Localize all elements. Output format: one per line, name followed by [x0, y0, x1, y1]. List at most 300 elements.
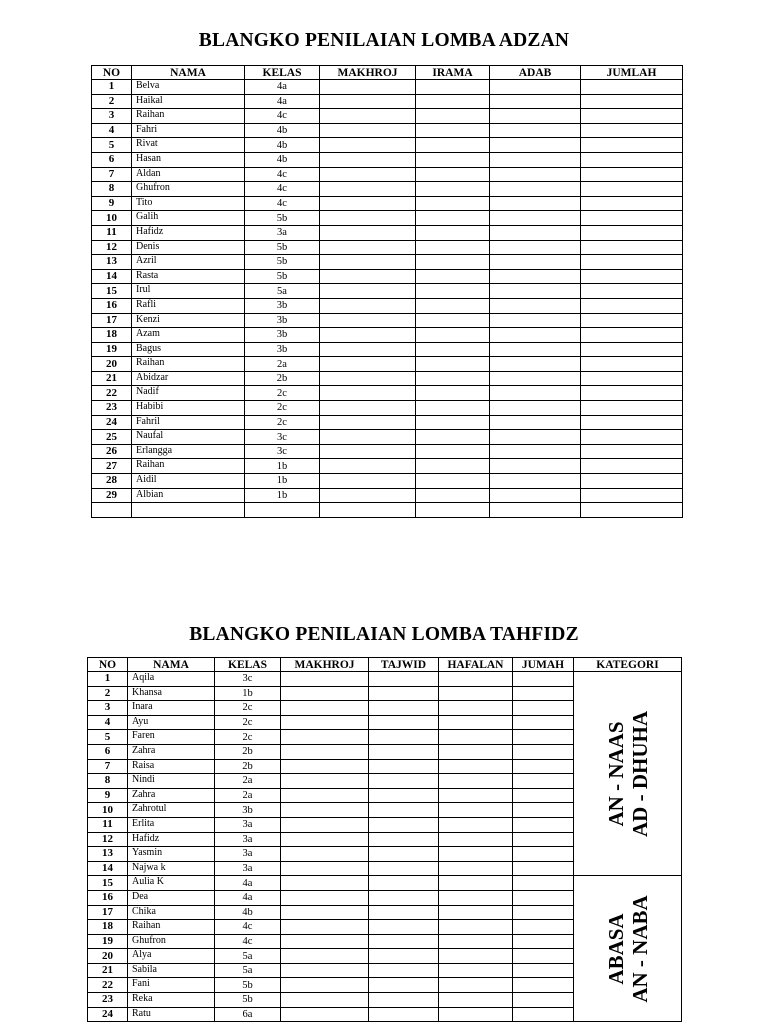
- class-cell: 3b: [245, 342, 320, 357]
- participant-name: Rasta: [132, 269, 245, 284]
- score-cell: [490, 459, 581, 474]
- class-cell: 1b: [215, 686, 281, 701]
- row-number: 16: [92, 298, 132, 313]
- participant-name: Reka: [128, 993, 215, 1008]
- score-cell: [281, 1007, 369, 1022]
- table-row: [92, 211, 683, 226]
- score-cell: [490, 371, 581, 386]
- score-cell: [320, 138, 416, 153]
- score-cell: [281, 686, 369, 701]
- score-cell: [416, 80, 490, 95]
- score-cell: [281, 803, 369, 818]
- participant-name: Raihan: [132, 459, 245, 474]
- class-cell: 2c: [215, 715, 281, 730]
- row-number: 2: [88, 686, 128, 701]
- score-cell: [513, 949, 574, 964]
- score-cell: [281, 934, 369, 949]
- category-line: AD - DHUHA: [627, 710, 652, 837]
- row-number: 13: [88, 847, 128, 862]
- participant-name: Hafidz: [132, 225, 245, 240]
- row-number: 9: [92, 196, 132, 211]
- table-row: [92, 430, 683, 445]
- score-cell: [439, 876, 513, 891]
- class-cell: 5b: [245, 211, 320, 226]
- row-number: 1: [88, 672, 128, 687]
- participant-name: Ratu: [128, 1007, 215, 1022]
- class-cell: 4c: [245, 182, 320, 197]
- participant-name: Raihan: [132, 109, 245, 124]
- score-cell: [581, 444, 683, 459]
- participant-name: Faren: [128, 730, 215, 745]
- score-cell: [281, 861, 369, 876]
- table-row: [92, 328, 683, 343]
- row-number: 19: [92, 342, 132, 357]
- class-cell: 1b: [245, 459, 320, 474]
- participant-name: Ayu: [128, 715, 215, 730]
- score-cell: [581, 284, 683, 299]
- row-number: 17: [88, 905, 128, 920]
- score-cell: [369, 847, 439, 862]
- class-cell: 6a: [215, 1007, 281, 1022]
- row-number: 20: [88, 949, 128, 964]
- row-number: 12: [92, 240, 132, 255]
- score-cell: [416, 298, 490, 313]
- score-cell: [369, 993, 439, 1008]
- class-cell: 1b: [245, 474, 320, 489]
- score-cell: [369, 686, 439, 701]
- score-cell: [439, 832, 513, 847]
- score-cell: [320, 459, 416, 474]
- participant-name: Kenzi: [132, 313, 245, 328]
- row-number: 22: [92, 386, 132, 401]
- column-header: MAKHROJ: [320, 66, 416, 80]
- score-cell: [581, 298, 683, 313]
- score-cell: [416, 196, 490, 211]
- score-cell: [439, 905, 513, 920]
- score-cell: [320, 211, 416, 226]
- row-number: 11: [88, 817, 128, 832]
- table-row: [92, 240, 683, 255]
- score-cell: [416, 225, 490, 240]
- score-cell: [416, 488, 490, 503]
- participant-name: Ghufron: [132, 182, 245, 197]
- score-cell: [416, 386, 490, 401]
- score-cell: [490, 152, 581, 167]
- score-cell: [369, 934, 439, 949]
- class-cell: 5a: [245, 284, 320, 299]
- score-cell: [416, 138, 490, 153]
- participant-name: Nindi: [128, 774, 215, 789]
- score-cell: [581, 415, 683, 430]
- score-cell: [439, 759, 513, 774]
- score-cell: [416, 474, 490, 489]
- score-cell: [490, 123, 581, 138]
- row-number: 21: [88, 963, 128, 978]
- class-cell: 3b: [215, 803, 281, 818]
- table-row: [92, 80, 683, 95]
- column-header: KATEGORI: [574, 658, 682, 672]
- row-number: 17: [92, 313, 132, 328]
- class-cell: 5b: [245, 269, 320, 284]
- score-cell: [320, 298, 416, 313]
- column-header: ADAB: [490, 66, 581, 80]
- score-cell: [513, 1007, 574, 1022]
- participant-name: Erlita: [128, 817, 215, 832]
- score-cell: [416, 255, 490, 270]
- table-row: [92, 342, 683, 357]
- score-cell: [320, 182, 416, 197]
- row-number: 20: [92, 357, 132, 372]
- score-cell: [581, 255, 683, 270]
- score-cell: [513, 803, 574, 818]
- class-cell: 3c: [215, 672, 281, 687]
- row-number: 11: [92, 225, 132, 240]
- class-cell: 2c: [215, 730, 281, 745]
- score-cell: [439, 730, 513, 745]
- score-cell: [416, 342, 490, 357]
- score-cell: [320, 80, 416, 95]
- column-header: HAFALAN: [439, 658, 513, 672]
- score-cell: [416, 328, 490, 343]
- score-cell: [490, 386, 581, 401]
- score-cell: [416, 459, 490, 474]
- score-cell: [581, 430, 683, 445]
- score-cell: [513, 701, 574, 716]
- score-cell: [320, 94, 416, 109]
- score-cell: [581, 386, 683, 401]
- score-cell: [369, 817, 439, 832]
- score-cell: [439, 890, 513, 905]
- score-cell: [439, 715, 513, 730]
- row-number: 8: [92, 182, 132, 197]
- score-cell: [320, 430, 416, 445]
- category-cell: [574, 876, 682, 1022]
- score-cell: [490, 298, 581, 313]
- category-line: AN - NAAS: [603, 721, 628, 827]
- score-cell: [320, 225, 416, 240]
- row-number: 13: [92, 255, 132, 270]
- score-cell: [490, 444, 581, 459]
- row-number: 4: [88, 715, 128, 730]
- row-number: 29: [92, 488, 132, 503]
- score-cell: [416, 152, 490, 167]
- category-cell: [574, 672, 682, 876]
- row-number: 19: [88, 934, 128, 949]
- score-cell: [490, 415, 581, 430]
- score-cell: [281, 905, 369, 920]
- score-cell: [581, 357, 683, 372]
- row-number: 21: [92, 371, 132, 386]
- score-cell: [490, 474, 581, 489]
- participant-name: Inara: [128, 701, 215, 716]
- score-cell: [416, 211, 490, 226]
- score-cell: [513, 774, 574, 789]
- score-cell: [439, 978, 513, 993]
- row-number: 5: [88, 730, 128, 745]
- column-header: MAKHROJ: [281, 658, 369, 672]
- participant-name: Bagus: [132, 342, 245, 357]
- score-cell: [416, 123, 490, 138]
- score-cell: [369, 759, 439, 774]
- score-cell: [513, 876, 574, 891]
- class-cell: 3a: [215, 861, 281, 876]
- score-cell: [281, 949, 369, 964]
- score-cell: [439, 847, 513, 862]
- score-cell: [581, 328, 683, 343]
- table-row: [92, 415, 683, 430]
- table-row: [92, 225, 683, 240]
- score-cell: [320, 269, 416, 284]
- score-cell: [490, 80, 581, 95]
- score-cell: [320, 342, 416, 357]
- class-cell: 3b: [245, 313, 320, 328]
- score-cell: [416, 430, 490, 445]
- score-cell: [416, 109, 490, 124]
- score-cell: [320, 444, 416, 459]
- class-cell: 4a: [215, 890, 281, 905]
- participant-name: Hasan: [132, 152, 245, 167]
- table-row: [92, 284, 683, 299]
- score-cell: [320, 313, 416, 328]
- class-cell: 3c: [245, 444, 320, 459]
- category-label: [604, 711, 652, 837]
- score-cell: [281, 672, 369, 687]
- score-cell: [320, 488, 416, 503]
- score-cell: [490, 196, 581, 211]
- row-number: 15: [92, 284, 132, 299]
- table-row: [92, 444, 683, 459]
- score-cell: [416, 182, 490, 197]
- score-cell: [581, 474, 683, 489]
- table-row: [92, 313, 683, 328]
- score-cell: [320, 503, 416, 518]
- score-cell: [581, 196, 683, 211]
- class-cell: 3b: [245, 298, 320, 313]
- score-cell: [320, 415, 416, 430]
- score-cell: [513, 759, 574, 774]
- row-number: 16: [88, 890, 128, 905]
- row-number: 23: [92, 401, 132, 416]
- score-cell: [439, 686, 513, 701]
- tahfidz-score-table: [87, 657, 682, 1022]
- participant-name: Belva: [132, 80, 245, 95]
- score-cell: [369, 672, 439, 687]
- score-cell: [369, 832, 439, 847]
- score-cell: [490, 284, 581, 299]
- score-cell: [369, 774, 439, 789]
- class-cell: [245, 503, 320, 518]
- row-number: 24: [88, 1007, 128, 1022]
- score-cell: [369, 963, 439, 978]
- row-number: [92, 503, 132, 518]
- participant-name: Dea: [128, 890, 215, 905]
- row-number: 22: [88, 978, 128, 993]
- score-cell: [581, 342, 683, 357]
- participant-name: Erlangga: [132, 444, 245, 459]
- table-row: [92, 182, 683, 197]
- score-cell: [439, 1007, 513, 1022]
- score-cell: [490, 313, 581, 328]
- score-cell: [416, 415, 490, 430]
- participant-name: Haikal: [132, 94, 245, 109]
- score-cell: [439, 701, 513, 716]
- score-cell: [490, 328, 581, 343]
- score-cell: [439, 993, 513, 1008]
- participant-name: Chika: [128, 905, 215, 920]
- score-cell: [581, 503, 683, 518]
- score-cell: [581, 123, 683, 138]
- table-row: [92, 94, 683, 109]
- participant-name: Yasmin: [128, 847, 215, 862]
- tahfidz-title: BLANGKO PENILAIAN LOMBA TAHFIDZ: [189, 624, 579, 645]
- score-cell: [369, 744, 439, 759]
- class-cell: 3c: [245, 430, 320, 445]
- participant-name: Raihan: [128, 920, 215, 935]
- row-number: 8: [88, 774, 128, 789]
- class-cell: 4c: [245, 196, 320, 211]
- class-cell: 3a: [215, 817, 281, 832]
- category-line: ABASA: [603, 913, 628, 985]
- score-cell: [281, 788, 369, 803]
- score-cell: [490, 94, 581, 109]
- score-cell: [320, 240, 416, 255]
- score-cell: [416, 444, 490, 459]
- score-cell: [281, 963, 369, 978]
- score-cell: [439, 803, 513, 818]
- class-cell: 4a: [245, 80, 320, 95]
- score-cell: [581, 167, 683, 182]
- participant-name: Zahra: [128, 788, 215, 803]
- score-cell: [513, 963, 574, 978]
- score-cell: [281, 920, 369, 935]
- table-row: [88, 672, 682, 687]
- participant-name: Habibi: [132, 401, 245, 416]
- table-row: [92, 503, 683, 518]
- class-cell: 2c: [245, 386, 320, 401]
- row-number: 14: [88, 861, 128, 876]
- score-cell: [281, 715, 369, 730]
- score-cell: [439, 963, 513, 978]
- score-cell: [369, 920, 439, 935]
- class-cell: 5b: [245, 255, 320, 270]
- table-row: [92, 401, 683, 416]
- score-cell: [416, 94, 490, 109]
- score-cell: [369, 1007, 439, 1022]
- score-cell: [513, 672, 574, 687]
- class-cell: 3a: [215, 832, 281, 847]
- score-cell: [581, 109, 683, 124]
- participant-name: Aldan: [132, 167, 245, 182]
- score-cell: [490, 182, 581, 197]
- score-cell: [581, 182, 683, 197]
- score-cell: [369, 905, 439, 920]
- row-number: 7: [88, 759, 128, 774]
- column-header: IRAMA: [416, 66, 490, 80]
- column-header: JUMAH: [513, 658, 574, 672]
- participant-name: Ghufron: [128, 934, 215, 949]
- score-cell: [490, 109, 581, 124]
- row-number: 10: [88, 803, 128, 818]
- score-cell: [490, 503, 581, 518]
- row-number: 3: [92, 109, 132, 124]
- row-number: 10: [92, 211, 132, 226]
- class-cell: 5a: [215, 963, 281, 978]
- table-row: [92, 488, 683, 503]
- column-header: TAJWID: [369, 658, 439, 672]
- column-header: NAMA: [132, 66, 245, 80]
- table-row: [92, 109, 683, 124]
- class-cell: 4a: [215, 876, 281, 891]
- class-cell: 2c: [215, 701, 281, 716]
- score-cell: [490, 488, 581, 503]
- participant-name: Alya: [128, 949, 215, 964]
- score-cell: [369, 788, 439, 803]
- table-row: [92, 474, 683, 489]
- score-cell: [513, 905, 574, 920]
- participant-name: Sabila: [128, 963, 215, 978]
- table-row: [92, 357, 683, 372]
- class-cell: 4b: [245, 138, 320, 153]
- class-cell: 4b: [245, 123, 320, 138]
- score-cell: [320, 328, 416, 343]
- score-cell: [490, 211, 581, 226]
- row-number: 5: [92, 138, 132, 153]
- score-cell: [416, 284, 490, 299]
- participant-name: Naufal: [132, 430, 245, 445]
- score-cell: [320, 357, 416, 372]
- row-number: 6: [92, 152, 132, 167]
- class-cell: 5a: [215, 949, 281, 964]
- score-cell: [416, 313, 490, 328]
- participant-name: Albian: [132, 488, 245, 503]
- score-cell: [369, 890, 439, 905]
- table-row: [92, 386, 683, 401]
- score-cell: [490, 240, 581, 255]
- participant-name: Khansa: [128, 686, 215, 701]
- participant-name: Aidil: [132, 474, 245, 489]
- table-row: [92, 459, 683, 474]
- score-cell: [490, 430, 581, 445]
- score-cell: [416, 269, 490, 284]
- score-cell: [281, 876, 369, 891]
- column-header: KELAS: [215, 658, 281, 672]
- class-cell: 5b: [245, 240, 320, 255]
- score-cell: [281, 774, 369, 789]
- score-cell: [490, 255, 581, 270]
- score-cell: [416, 240, 490, 255]
- score-cell: [581, 225, 683, 240]
- participant-name: Rivat: [132, 138, 245, 153]
- score-cell: [281, 730, 369, 745]
- row-number: 1: [92, 80, 132, 95]
- score-cell: [281, 759, 369, 774]
- score-cell: [416, 401, 490, 416]
- category-label: [604, 895, 652, 1002]
- score-cell: [439, 861, 513, 876]
- score-cell: [581, 269, 683, 284]
- score-cell: [490, 357, 581, 372]
- class-cell: 4b: [215, 905, 281, 920]
- score-cell: [513, 993, 574, 1008]
- score-cell: [581, 138, 683, 153]
- participant-name: Galih: [132, 211, 245, 226]
- score-cell: [581, 488, 683, 503]
- row-number: 2: [92, 94, 132, 109]
- score-cell: [513, 890, 574, 905]
- score-cell: [513, 744, 574, 759]
- score-cell: [320, 255, 416, 270]
- score-cell: [320, 371, 416, 386]
